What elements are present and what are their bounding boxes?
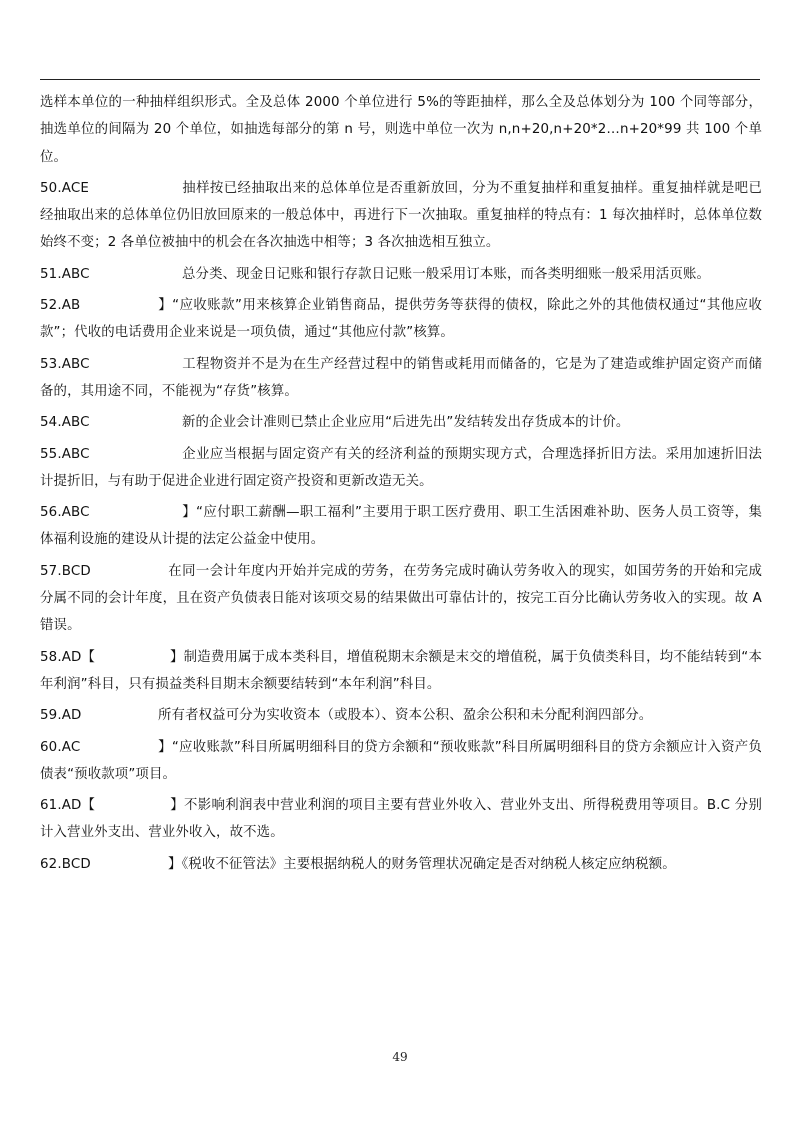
- answer-text: 所有者权益可分为实收资本（或股本）、资本公积、盈余公积和未分配利润四部分。: [158, 708, 653, 724]
- answer-continuation: [40, 89, 762, 171]
- answer-number: 58.AD【: [40, 649, 96, 665]
- answer-text: 】“应收账款”用来核算企业销售商品，提供劳务等获得的债权，除此之外的其他债权通过“其他应收款”；代收的电话费用企业来说是一项负债，通过“其他应付款”核算。: [40, 298, 762, 341]
- answer-52: [40, 292, 762, 347]
- answer-54: [40, 409, 762, 436]
- answer-number: 56.ABC: [40, 505, 90, 521]
- answer-number: 55.ABC: [40, 446, 90, 462]
- answer-list: [40, 89, 762, 878]
- answer-57: [40, 558, 762, 640]
- answer-60: [40, 734, 762, 789]
- answer-text: 工程物资并不是为在生产经营过程中的销售或耗用而储备的，它是为了建造或维护固定资产而储备的，其用途不同，不能视为“存货”核算。: [40, 356, 762, 399]
- answer-text: 】《税收不征管法》主要根据纳税人的财务管理状况确定是否对纳税人核定应纳税额。: [168, 856, 676, 872]
- answer-55: [40, 441, 762, 496]
- answer-text: 总分类、现金日记账和银行存款日记账一般采用订本账，而各类明细账一般采用活页账。: [182, 266, 711, 282]
- answer-text: 企业应当根据与固定资产有关的经济利益的预期实现方式，合理选择折旧方法。采用加速折旧法计提折旧，与有助于促进企业进行固定资产投资和更新改造无关。: [40, 446, 762, 489]
- page-number: 49: [392, 1050, 408, 1064]
- answer-62: [40, 851, 762, 878]
- answer-53: [40, 351, 762, 406]
- answer-text: 抽样按已经抽取出来的总体单位是否重新放回，分为不重复抽样和重复抽样。重复抽样就是吧已经抽取出来的总体单位仍旧放回原来的一般总体中，再进行下一次抽取。重复抽样的特点有：1 每次抽样时，总体单位数始终不变；2 各单位被抽中的机会在各次抽选中相等；3 各次抽选相互独立。: [40, 180, 762, 251]
- answer-text: 】不影响利润表中营业利润的项目主要有营业外收入、营业外支出、所得税费用等项目。B.C 分别计入营业外支出、营业外收入，故不选。: [40, 798, 762, 841]
- answer-number: 61.AD【: [40, 798, 96, 814]
- answer-number: 52.AB: [40, 298, 81, 314]
- answer-text: 】“应收账款”科目所属明细科目的贷方余额和“预收账款”科目所属明细科目的贷方余额应计入资产负债表“预收款项”项目。: [40, 739, 762, 782]
- answer-51: [40, 261, 762, 288]
- header-rule: [40, 79, 760, 80]
- answer-text: 】“应付职工薪酬—职工福利”主要用于职工医疗费用、职工生活困难补助、医务人员工资等，集体福利设施的建设从计提的法定公益金中使用。: [40, 505, 762, 548]
- answer-50: [40, 175, 762, 257]
- answer-number: 60.AC: [40, 739, 81, 755]
- answer-number: 57.BCD: [40, 563, 91, 579]
- answer-number: 53.ABC: [40, 356, 90, 372]
- answer-number: 51.ABC: [40, 266, 90, 282]
- answer-number: 54.ABC: [40, 415, 90, 431]
- answer-text: 在同一会计年度内开始并完成的劳务，在劳务完成时确认劳务收入的现实，如国劳务的开始和完成分属不同的会计年度，且在资产负债表日能对该项交易的结果做出可靠估计的，按完工百分比确认劳务收入的实现。故 A 错误。: [40, 563, 762, 634]
- answer-59: [40, 702, 762, 729]
- answer-61: [40, 792, 762, 847]
- answer-text: 新的企业会计准则已禁止企业应用“后进先出”发结转发出存货成本的计价。: [182, 415, 630, 431]
- answer-number: 62.BCD: [40, 856, 91, 872]
- answer-58: [40, 644, 762, 699]
- answer-56: [40, 499, 762, 554]
- answer-number: 59.AD: [40, 708, 82, 724]
- answer-text: 选样本单位的一种抽样组织形式。全及总体 2000 个单位进行 5%的等距抽样，那么全及总体划分为 100 个同等部分，抽选单位的间隔为 20 个单位，如抽选每部分的第 n 号，则选中单位一次为 n,n+20,n+20*2…n+20*99 共 100 个单位。: [40, 95, 762, 165]
- answer-number: 50.ACE: [40, 180, 89, 196]
- answer-text: 】制造费用属于成本类科目，增值税期末余额是末交的增值税，属于负债类科目，均不能结转到“本年利润”科目，只有损益类科目期末余额要结转到“本年利润”科目。: [40, 649, 762, 692]
